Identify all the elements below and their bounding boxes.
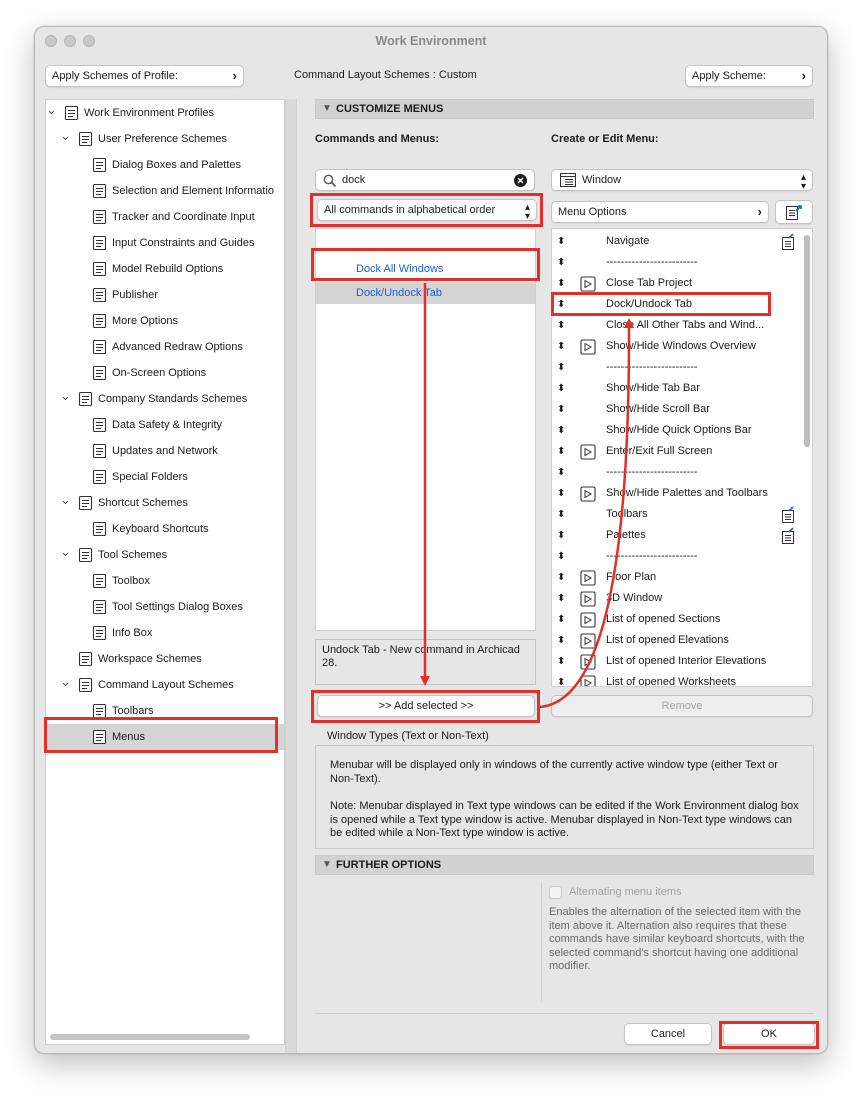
menu-item-label: Dock/Undock Tab — [606, 298, 693, 310]
drag-handle-icon[interactable]: ⬍ — [557, 362, 566, 373]
menus-icon — [92, 729, 108, 745]
drag-handle-icon[interactable]: ⬍ — [557, 572, 566, 583]
window-title: Work Environment — [375, 34, 487, 48]
full-screen-icon — [580, 444, 596, 460]
tree-item-label: Info Box — [112, 627, 153, 639]
drag-handle-icon[interactable]: ⬍ — [557, 467, 566, 478]
menu-options-label: Menu Options — [558, 206, 627, 218]
zoom-window-button[interactable] — [83, 35, 95, 47]
tree-item-label: Tool Schemes — [98, 549, 168, 561]
list-interior-elevations-icon — [580, 654, 596, 670]
menu-select-value: Window — [582, 174, 622, 186]
tree-item[interactable] — [46, 100, 284, 126]
menu-item-label: Navigate — [606, 235, 650, 247]
scheme-tree[interactable] — [45, 99, 285, 1045]
tree-item[interactable] — [46, 412, 284, 438]
dialog-boxes-icon — [92, 157, 108, 173]
tree-item[interactable] — [46, 698, 284, 724]
tree-item[interactable] — [46, 126, 284, 152]
close-tab-icon — [580, 276, 596, 292]
drag-handle-icon[interactable]: ⬍ — [557, 551, 566, 562]
tree-item[interactable] — [46, 646, 284, 672]
add-selected-button[interactable]: >> Add selected >> — [317, 695, 535, 717]
menu-item-label: Close Tab Project — [606, 277, 693, 289]
drag-handle-icon[interactable]: ⬍ — [557, 593, 566, 604]
tree-item-label: Input Constraints and Guides — [112, 237, 255, 249]
menu-item-row[interactable] — [552, 630, 800, 651]
tree-item-label: User Preference Schemes — [98, 133, 227, 145]
apply-scheme-label: Apply Scheme: — [692, 70, 766, 82]
publisher-icon — [92, 287, 108, 303]
list-worksheets-icon — [580, 675, 596, 687]
tree-item-label: Keyboard Shortcuts — [112, 523, 209, 535]
sliders-icon — [92, 313, 108, 329]
list-elevations-icon — [580, 633, 596, 649]
menu-item-row[interactable] — [552, 399, 800, 420]
command-layout-value: Custom — [438, 69, 477, 81]
command-layout-label: Command Layout Schemes : — [294, 69, 436, 81]
search-field[interactable] — [315, 169, 535, 191]
tree-item-label: Company Standards Schemes — [98, 393, 248, 405]
redraw-icon — [92, 339, 108, 355]
pane-splitter[interactable] — [285, 99, 297, 1054]
tree-item[interactable] — [46, 282, 284, 308]
xyz-tracker-icon — [92, 209, 108, 225]
tree-item[interactable] — [46, 230, 284, 256]
drag-handle-icon[interactable]: ⬍ — [557, 635, 566, 646]
window-3d-icon — [580, 591, 596, 607]
tree-item-label: Advanced Redraw Options — [112, 341, 243, 353]
cancel-button[interactable]: Cancel — [624, 1023, 712, 1045]
menu-item-label: Show/Hide Windows Overview — [606, 340, 756, 352]
drag-handle-icon[interactable]: ⬍ — [557, 341, 566, 352]
drag-handle-icon[interactable]: ⬍ — [557, 656, 566, 667]
customize-menus-header[interactable] — [315, 99, 814, 119]
menu-item-row[interactable] — [552, 462, 800, 483]
tree-item[interactable] — [46, 386, 284, 412]
tree-item-label: Toolbox — [112, 575, 150, 587]
user-preference-icon — [78, 131, 94, 147]
command-results-list[interactable] — [315, 228, 536, 631]
up-down-chevron-icon: ▴ ▾ — [524, 202, 530, 222]
command-description-box: Undock Tab - New command in Archicad 28. — [315, 639, 536, 685]
collapse-triangle-icon: ▼ — [322, 103, 332, 114]
footer-divider — [315, 1013, 814, 1014]
further-options-divider — [541, 883, 542, 1001]
monitor-icon — [92, 365, 108, 381]
tree-item[interactable] — [46, 308, 284, 334]
menu-item-label: List of opened Worksheets — [606, 676, 737, 687]
menu-item-row[interactable] — [552, 378, 800, 399]
menu-item-row[interactable] — [552, 231, 800, 252]
new-menu-icon — [786, 204, 804, 220]
tree-item[interactable] — [46, 490, 284, 516]
menu-item-label: ------------------------- — [606, 256, 698, 268]
remove-button[interactable]: Remove — [551, 695, 813, 717]
submenu-icon — [780, 528, 796, 544]
menu-item-row[interactable] — [552, 483, 800, 504]
tree-item[interactable] — [46, 256, 284, 282]
menu-item-row[interactable] — [552, 504, 800, 525]
tree-item-label: Publisher — [112, 289, 158, 301]
menu-item-row[interactable] — [552, 651, 800, 672]
menu-select[interactable] — [551, 169, 813, 191]
submenu-icon — [780, 234, 796, 250]
drag-handle-icon[interactable]: ⬍ — [557, 677, 566, 687]
menu-list-scrollbar[interactable] — [804, 235, 810, 447]
tree-item[interactable] — [46, 360, 284, 386]
tree-item-label: Tracker and Coordinate Input — [112, 211, 255, 223]
submenu-icon — [780, 507, 796, 523]
tree-item-label: Updates and Network — [112, 445, 218, 457]
command-result-label: Dock All Windows — [356, 263, 444, 275]
palettes-toolbars-icon — [580, 486, 596, 502]
menu-item-label: List of opened Interior Elevations — [606, 655, 767, 667]
alternating-checkbox[interactable] — [549, 886, 562, 899]
menu-item-label: Toolbars — [606, 508, 648, 520]
tree-item-label: Menus — [112, 731, 146, 743]
tree-item[interactable] — [46, 594, 284, 620]
menu-list-icon — [560, 173, 576, 187]
ok-button[interactable]: OK — [723, 1023, 815, 1045]
rebuild-icon — [92, 261, 108, 277]
tree-item[interactable] — [46, 464, 284, 490]
tree-item-label: More Options — [112, 315, 179, 327]
window-types-box — [315, 745, 814, 849]
minimize-window-button[interactable] — [64, 35, 76, 47]
keyboard-shortcut-icon — [92, 521, 108, 537]
window-types-para2: Note: Menubar displayed in Text type windows can be edited if the Work Environment dialog box is opened while a Text type window is active. Menubar displayed in Non-Text type windows can be edited while a Non-Text type window is active. — [330, 800, 799, 839]
menu-item-label: List of opened Sections — [606, 613, 721, 625]
command-layout-status — [294, 69, 477, 81]
window-types-title: Window Types (Text or Non-Text) — [327, 730, 489, 742]
menu-item-row[interactable] — [552, 588, 800, 609]
tree-item-label: Shortcut Schemes — [98, 497, 188, 509]
command-result-label: Dock/Undock Tab — [356, 287, 443, 299]
collapse-triangle-icon: ▼ — [322, 859, 332, 870]
menu-item-row[interactable] — [552, 546, 800, 567]
windows-overview-icon — [580, 339, 596, 355]
drag-handle-icon[interactable]: ⬍ — [557, 488, 566, 499]
close-window-button[interactable] — [45, 35, 57, 47]
disclosure-chevron-icon[interactable]: ⌄ — [60, 492, 71, 507]
drag-handle-icon[interactable]: ⬍ — [557, 425, 566, 436]
drag-handle-icon[interactable]: ⬍ — [557, 446, 566, 457]
tree-item[interactable] — [46, 178, 284, 204]
tree-item-label: Workspace Schemes — [98, 653, 202, 665]
tree-item[interactable] — [46, 152, 284, 178]
menu-item-row[interactable] — [552, 294, 800, 315]
alternating-description: Enables the alternation of the selected item with the item above it. Alternation also requires that these commands have similar keyboard shortcuts, with the selected command's shortcut having one additional modifier. — [549, 906, 805, 972]
menu-item-label: List of opened Elevations — [606, 634, 729, 646]
data-safety-icon — [92, 417, 108, 433]
tree-item-label: Tool Settings Dialog Boxes — [112, 601, 243, 613]
menu-item-label: ------------------------- — [606, 550, 698, 562]
tree-item-label: Special Folders — [112, 471, 188, 483]
drag-handle-icon[interactable]: ⬍ — [557, 236, 566, 247]
toolbox-icon — [92, 573, 108, 589]
title-bar — [35, 27, 827, 55]
globe-icon — [92, 443, 108, 459]
search-input-value[interactable]: dock — [342, 174, 366, 186]
disclosure-chevron-icon[interactable]: ⌄ — [60, 128, 71, 143]
customize-menus-title: CUSTOMIZE MENUS — [336, 103, 444, 115]
menu-item-row[interactable] — [552, 357, 800, 378]
new-menu-button[interactable] — [775, 200, 813, 224]
company-standards-icon — [78, 391, 94, 407]
apply-profile-label: Apply Schemes of Profile: — [52, 70, 178, 82]
menu-item-label: Show/Hide Scroll Bar — [606, 403, 710, 415]
menu-item-row[interactable] — [552, 336, 800, 357]
menu-item-label: Palettes — [606, 529, 646, 541]
command-result-row[interactable] — [316, 282, 535, 304]
further-options-header[interactable] — [315, 855, 814, 875]
command-filter-select[interactable] — [317, 199, 537, 221]
tree-item-label: Toolbars — [112, 705, 154, 717]
workspace-icon — [78, 651, 94, 667]
tree-item[interactable] — [46, 516, 284, 542]
menu-item-label: 3D Window — [606, 592, 663, 604]
mouse-constraints-icon — [92, 235, 108, 251]
menu-item-row[interactable] — [552, 567, 800, 588]
menu-item-row[interactable] — [552, 525, 800, 546]
menu-item-label: Floor Plan — [606, 571, 657, 583]
tree-item[interactable] — [46, 542, 284, 568]
tree-horizontal-scrollbar[interactable] — [50, 1034, 250, 1040]
disclosure-chevron-icon[interactable]: ⌄ — [60, 388, 71, 403]
tree-item-label: Command Layout Schemes — [98, 679, 234, 691]
selection-info-icon — [92, 183, 108, 199]
disclosure-chevron-icon[interactable]: ⌄ — [46, 102, 57, 117]
apply-scheme-button[interactable] — [685, 65, 813, 87]
menu-item-label: Show/Hide Quick Options Bar — [606, 424, 752, 436]
window-types-para1: Menubar will be displayed only in windows of the currently active window type (either Text or Non-Text). — [330, 759, 778, 785]
profiles-icon — [64, 105, 80, 121]
menu-items-list[interactable] — [551, 228, 813, 687]
drag-handle-icon[interactable]: ⬍ — [557, 614, 566, 625]
search-icon — [323, 174, 337, 188]
disclosure-chevron-icon[interactable]: ⌄ — [60, 544, 71, 559]
menu-item-label: ------------------------- — [606, 361, 698, 373]
clear-search-icon[interactable] — [514, 174, 527, 187]
shortcut-schemes-icon — [78, 495, 94, 511]
command-layout-icon — [78, 677, 94, 693]
menu-item-row[interactable] — [552, 420, 800, 441]
tree-item[interactable] — [46, 620, 284, 646]
tree-item-label: Model Rebuild Options — [112, 263, 224, 275]
drag-handle-icon[interactable]: ⬍ — [557, 509, 566, 520]
menu-item-label: Show/Hide Tab Bar — [606, 382, 700, 394]
menu-item-label: Close All Other Tabs and Wind... — [606, 319, 765, 331]
menu-options-button[interactable] — [551, 201, 769, 223]
drag-handle-icon[interactable]: ⬍ — [557, 404, 566, 415]
drag-handle-icon[interactable]: ⬍ — [557, 299, 566, 310]
chevron-right-icon: › — [757, 204, 762, 219]
info-box-icon — [92, 625, 108, 641]
tree-item-label: On-Screen Options — [112, 367, 207, 379]
command-filter-value: All commands in alphabetical order — [324, 204, 496, 216]
tree-item[interactable] — [46, 204, 284, 230]
tool-schemes-icon — [78, 547, 94, 563]
create-edit-menu-label: Create or Edit Menu: — [551, 133, 659, 145]
menu-item-label: ------------------------- — [606, 466, 698, 478]
further-options-title: FURTHER OPTIONS — [336, 859, 442, 871]
tree-item-label: Dialog Boxes and Palettes — [112, 159, 242, 171]
list-sections-icon — [580, 612, 596, 628]
drag-handle-icon[interactable]: ⬍ — [557, 278, 566, 289]
disclosure-chevron-icon[interactable]: ⌄ — [60, 674, 71, 689]
tree-item[interactable] — [46, 334, 284, 360]
tree-item[interactable] — [46, 724, 284, 750]
chevron-right-icon: › — [232, 68, 237, 83]
menu-item-label: Enter/Exit Full Screen — [606, 445, 713, 457]
tree-item-label: Work Environment Profiles — [84, 107, 215, 119]
alternating-label: Alternating menu items — [569, 886, 682, 898]
menu-item-row[interactable] — [552, 315, 800, 336]
drag-handle-icon[interactable]: ⬍ — [557, 530, 566, 541]
drag-handle-icon[interactable]: ⬍ — [557, 257, 566, 268]
tree-item-label: Data Safety & Integrity — [112, 419, 223, 431]
apply-profile-button[interactable] — [45, 65, 244, 87]
folder-icon — [92, 469, 108, 485]
tool-settings-icon — [92, 599, 108, 615]
up-down-chevron-icon: ▴ ▾ — [800, 172, 806, 192]
tree-item[interactable] — [46, 438, 284, 464]
command-result-row[interactable] — [316, 258, 535, 280]
drag-handle-icon[interactable]: ⬍ — [557, 383, 566, 394]
tree-item[interactable] — [46, 568, 284, 594]
menu-item-row[interactable] — [552, 273, 800, 294]
tree-item-label: Selection and Element Informatio — [112, 185, 275, 197]
menu-item-label: Show/Hide Palettes and Toolbars — [606, 487, 768, 499]
menu-item-row[interactable] — [552, 672, 800, 687]
tree-item[interactable] — [46, 672, 284, 698]
menu-item-row[interactable] — [552, 252, 800, 273]
commands-and-menus-label: Commands and Menus: — [315, 133, 440, 145]
work-environment-dialog — [34, 26, 828, 1054]
drag-handle-icon[interactable]: ⬍ — [557, 320, 566, 331]
toolbars-icon — [92, 703, 108, 719]
menu-item-row[interactable] — [552, 441, 800, 462]
chevron-right-icon: › — [801, 68, 806, 83]
menu-item-row[interactable] — [552, 609, 800, 630]
floor-plan-icon — [580, 570, 596, 586]
